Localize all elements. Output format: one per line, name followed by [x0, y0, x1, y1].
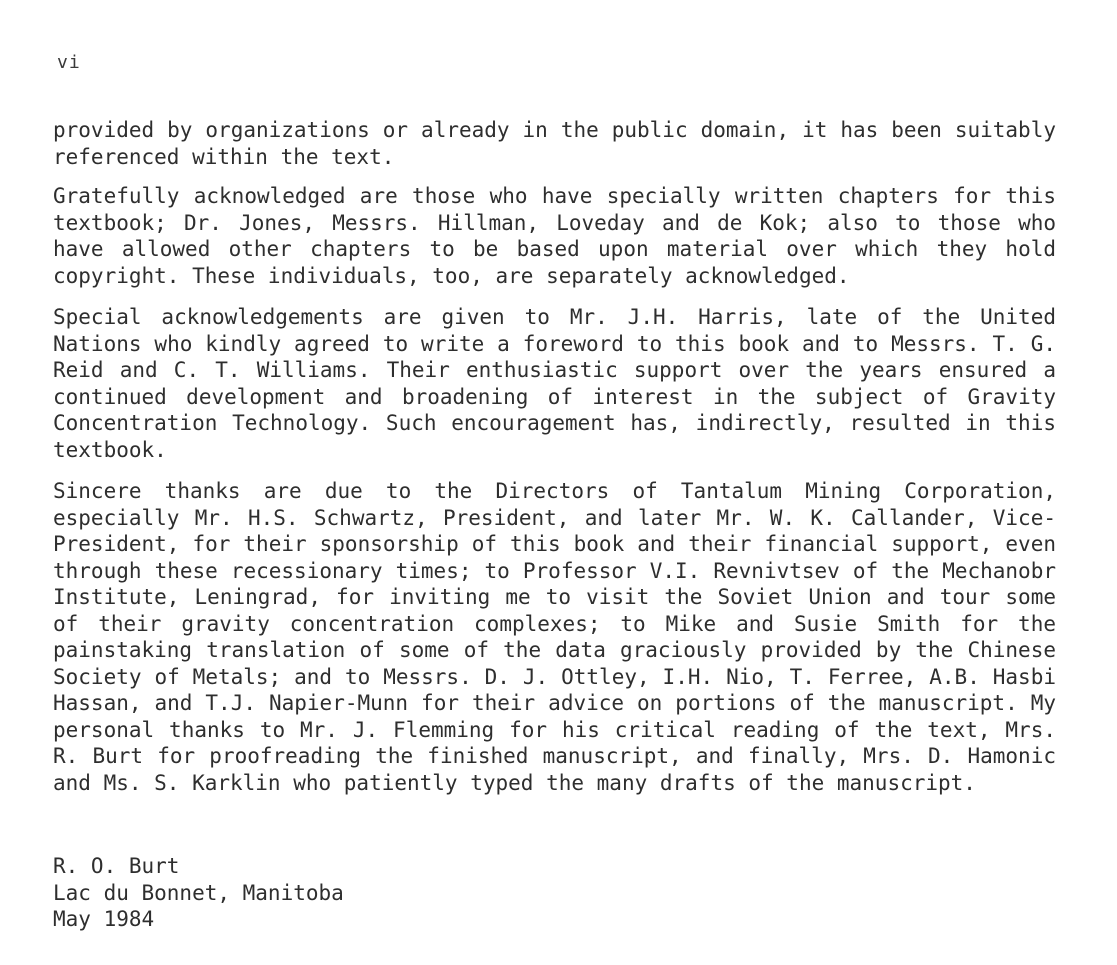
signature-block: [53, 853, 344, 933]
paragraph-special-acknowledgements: Special acknowledgements are given to Mr. J.H. Harris, late of the United Nations who kindly agreed to write a foreword to this book and to Messrs. T. G. Reid and C. T. Williams. Their enthusiastic support over the years ensured a continued development and broadening of interest in the subject of Gravity Concentration Technology. Such encouragement has, indirectly, resulted in this textbook.: [53, 305, 1056, 462]
signature-place: Lac du Bonnet, Manitoba: [53, 880, 344, 905]
signature-name: R. O. Burt: [53, 854, 180, 878]
paragraph-sincere-thanks: Sincere thanks are due to the Directors of Tantalum Mining Corporation, especially Mr. H.S. Schwartz, President, and later Mr. W. K. Callander, Vice-President, for their sponsorship of this book and their financial support, even through these recessionary times; to Professor V.I. Revnivtsev of the Mechanobr Institute, Leningrad, for inviting me to visit the Soviet Union and tour some of their gravity concentration complexes; to Mike and Susie Smith for the painstaking translation of some of the data graciously provided by the Chinese Society of Metals; and to Messrs. D. J. Ottley, I.H. Nio, T. Ferree, A.B. Hasbi Hassan, and T.J. Napier-Munn for their advice on portions of the manuscript. My personal thanks to Mr. J. Flemming for his critical reading of the text, Mrs. R. Burt for proofreading the finished manuscript, and finally, Mrs. D. Hamonic and Ms. S. Karklin who patiently typed the many drafts of the manuscript.: [53, 479, 1056, 795]
signature-date: May 1984: [53, 907, 155, 931]
paragraph-chapter-authors: Gratefully acknowledged are those who have specially written chapters for this textbook; Dr. Jones, Messrs. Hillman, Loveday and de Kok; also to those who have allowed other chapters to be based upon material over which they hold copyright. These individuals, too, are separately acknowledged.: [53, 184, 1056, 288]
acknowledgements-body: [53, 117, 1056, 811]
paragraph-public-domain: provided by organizations or already in the public domain, it has been suitably referenced within the text.: [53, 118, 1056, 169]
page-number: vi: [57, 52, 81, 73]
